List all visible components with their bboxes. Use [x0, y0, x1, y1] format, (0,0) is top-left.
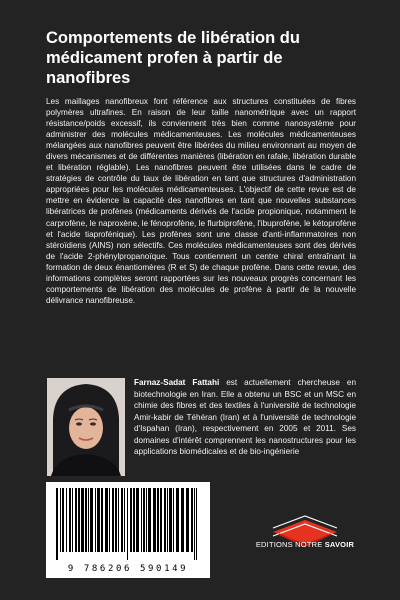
author-photo: [47, 378, 125, 476]
publisher-logo: [255, 500, 355, 560]
barcode-bars: [54, 488, 202, 560]
author-name: Farnaz-Sadat Fattahi: [134, 378, 220, 387]
book-title: Comportements de libération du médicament profen à partir de nanofibres: [46, 29, 300, 87]
publisher-name: [245, 540, 365, 549]
book-abstract: Les maillages nanofibreux font référence aux structures constituées de fibres polymères ultrafines. En raison de leur taille nanométrique avec un rapport résistance/poids excessif, ils conviennent très bien comme nanosystème pour administrer des molécules médicamenteuses. Les molécules médicamenteuses mélangées aux nanofibres peuvent être libérées du milieu environnant au moyen de divers mécanismes et de différentes manières (libération en rafale, libération durable et libération réglable). Les nanofibres peuvent être utilisées dans le cadre de stratégies de contrôle du taux de libération en tant que structures d'administration appropriées pour les molécules médicamenteuses. L'objectif de cette revue est de mettre en évidence la capacité des nanofibres en tant que nouvelles substances libératrices de profènes (médicaments dérivés de l'acide propionique, notamment le carprofène, le naproxène, le fénoprofène, le flurbiprofène, l'ibuprofène, le kétoprofène et l'acide tiaprofénique). Les profènes sont une classe d'anti-inflammatoires non stéroïdiens (AINS) non sélectifs. Ces molécules médicamenteuses sont des dérivés de l'acide 2-phénylpropanoïque. Tous contiennent un centre chiral entraînant la formation de deux énantiomères (R et S) de chaque profène. Dans cette revue, des informations complètes seront rapportées sur les nouveaux progrès concernant les comportements de libération des molécules de profène à partir de la nouvelle délivrance nanofibreuse.: [46, 97, 356, 305]
publisher-name-regular: NOTRE: [295, 540, 325, 549]
isbn-number: 9 786206 590149: [67, 564, 189, 574]
author-bio-text: est actuellement chercheuse en biotechnologie en Iran. Elle a obtenu un BSC et un MSC en chimie des fibres et des textiles à l'université de technologie Amir-kabir de Téhéran (Iran) et à l'université de technologie d'Ispahan (Iran), respectivement en 2005 et 2011. Ses domaines d'intérêt comprennent les nanostructures pour les applications biomédicales et de bio-ingénierie: [134, 378, 356, 456]
author-bio: [134, 377, 356, 458]
isbn-barcode: [46, 482, 210, 578]
publisher-prefix: EDITIONS: [255, 540, 296, 549]
publisher-name-bold: SAVOIR: [324, 540, 355, 549]
